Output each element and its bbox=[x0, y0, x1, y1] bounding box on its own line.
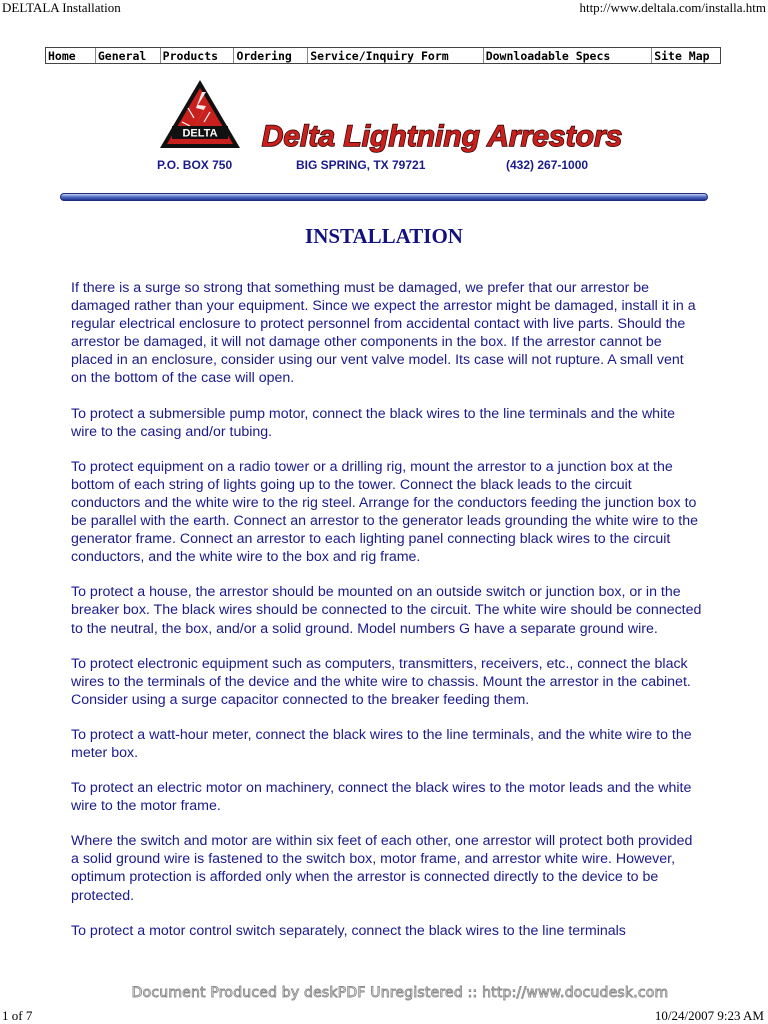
paragraph-motor-control-switch: To protect a motor control switch separately, connect the black wires to the line terminals bbox=[71, 922, 626, 939]
nav-home-link[interactable]: Home bbox=[46, 48, 96, 63]
print-header bbox=[0, 0, 768, 18]
nav-bar bbox=[45, 47, 721, 64]
contact-phone: (432) 267-1000 bbox=[506, 158, 589, 172]
header-divider bbox=[60, 193, 708, 201]
footer-page-number: 1 of 7 bbox=[2, 1008, 33, 1023]
paragraph-watt-hour-meter: To protect a watt-hour meter, connect the black wires to the line terminals, and the white wire to the meter box. bbox=[71, 726, 692, 761]
nav-general-link[interactable]: General bbox=[96, 48, 161, 63]
contact-po-box: P.O. BOX 750 bbox=[157, 158, 233, 172]
nav-ordering-link[interactable]: Ordering bbox=[234, 48, 308, 63]
paragraph-submersible-pump: To protect a submersible pump motor, connect the black wires to the line terminals and the white wire to the casing and/or tubing. bbox=[71, 405, 676, 440]
nav-downloadable-specs-link[interactable]: Downloadable Specs bbox=[484, 48, 652, 63]
logo-text: DELTA bbox=[182, 127, 218, 140]
print-header-url: http://www.deltala.com/installa.htm bbox=[579, 0, 766, 15]
delta-logo-icon[interactable] bbox=[158, 78, 242, 150]
paragraph-surge-damage: If there is a surge so strong that something must be damaged, we prefer that our arrestor be damaged rather than your equipment. Since we expect the arrestor might be damaged, install it in a regular electrical enclosure to protect personnel from accidental contact with live parts. Should the arrestor be damaged, it will not damage other components in the box. If the arrestor cannot be placed in an enclosure, consider using our vent valve model. Its case will not rupture. A small vent on the bottom of the case will open. bbox=[71, 280, 696, 387]
nav-service-inquiry-link[interactable]: Service/Inquiry Form bbox=[308, 48, 483, 63]
article-body bbox=[71, 279, 703, 957]
nav-products-link[interactable]: Products bbox=[161, 48, 235, 63]
brand-name bbox=[252, 110, 632, 158]
paragraph-house: To protect a house, the arrestor should be mounted on an outside switch or junction box, or in the breaker box. The black wires should be connected to the circuit. The white wire should be connected to the neutral, the box, and/or a solid ground. Model numbers G have a separate ground wire. bbox=[71, 584, 702, 637]
page-title: INSTALLATION bbox=[305, 224, 463, 248]
paragraph-electric-motor: To protect an electric motor on machinery, connect the black wires to the motor leads and the white wire to the motor frame. bbox=[71, 780, 692, 815]
footer-date: 10/24/2007 9:23 AM bbox=[654, 1008, 764, 1023]
print-header-title: DELTALA Installation bbox=[2, 0, 121, 15]
brand-name-text: Delta Lightning Arrestors bbox=[261, 120, 623, 153]
paragraph-electronic-equipment: To protect electronic equipment such as computers, transmitters, receivers, etc., connect the black wires to the terminals of the device and the white wire to chassis. Mount the arrestor in the cabinet. Consider using a surge capacitor connected to the breaker feeding them. bbox=[71, 655, 691, 708]
footer-watermark: Document Produced by deskPDF Unregistered :: http://www.docudesk.com bbox=[131, 985, 669, 1001]
paragraph-radio-tower: To protect equipment on a radio tower or a drilling rig, mount the arrestor to a junction box at the bottom of each string of lights going up to the tower. Connect the black leads to the circuit conductors and the white wire to the rig steel. Arrange for the conductors feeding the junction box to be parallel with the earth. Connect an arrestor to the generator leads grounding the white wire to the generator frame. Connect an arrestor to each lighting panel connecting black wires to the circuit conductors, and the white wire to the box and rig frame. bbox=[71, 458, 698, 566]
paragraph-switch-and-motor: Where the switch and motor are within six feet of each other, one arrestor will protect both provided a solid ground wire is fastened to the switch box, motor frame, and arrestor white wire. However, optimum protection is afforded only when the arrestor is connected directly to the device to be protected. bbox=[71, 833, 693, 904]
nav-site-map-link[interactable]: Site Map bbox=[654, 49, 710, 63]
contact-city: BIG SPRING, TX 79721 bbox=[296, 158, 426, 172]
